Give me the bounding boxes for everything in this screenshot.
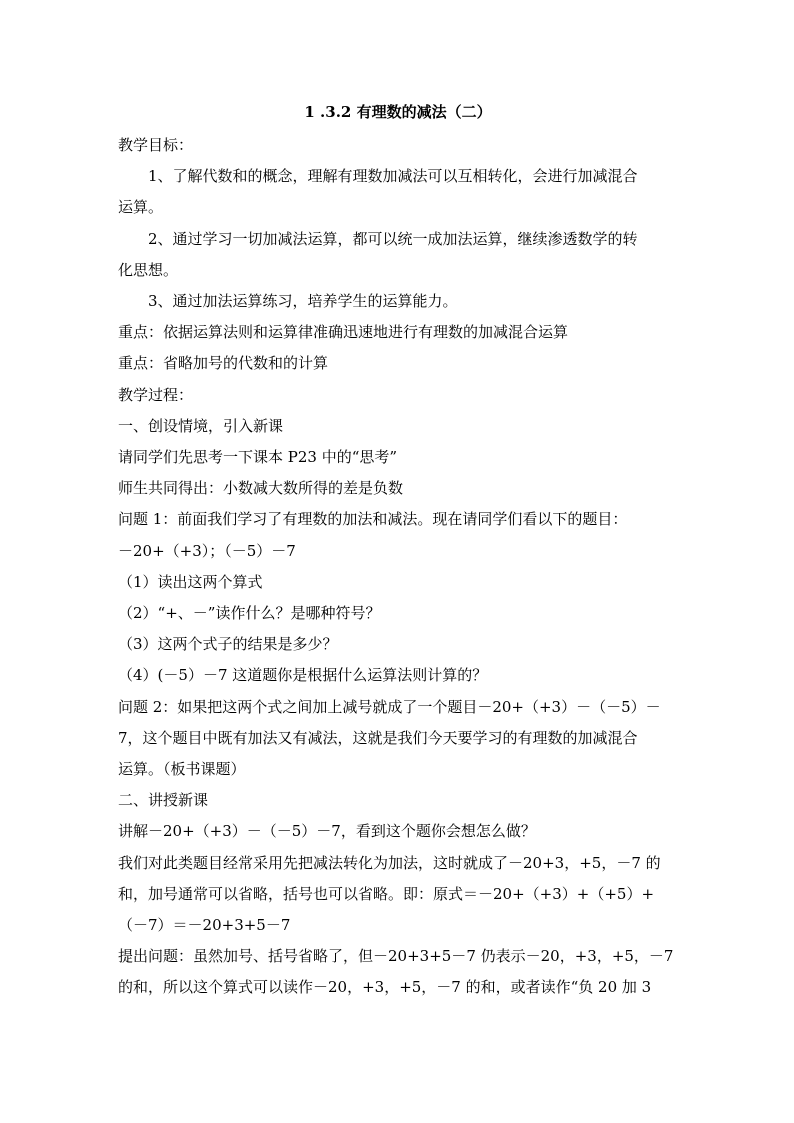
subsection-heading-1: 一、创设情境，引入新课	[118, 416, 284, 435]
paragraph-line: 的和，所以这个算式可以读作－20，+3，+5，－7 的和，或者读作“负 20 加 3	[118, 978, 652, 997]
paragraph-line: 和，加号通常可以省略，括号也可以省略。即：原式＝－20+（+3）+（+5）+	[118, 884, 655, 903]
paragraph-line: 讲解－20+（+3）－（－5）－7，看到这个题你会想怎么做？	[118, 822, 536, 841]
subsection-heading-2: 二、讲授新课	[118, 791, 209, 810]
paragraph-line: 提出问题：虽然加号、括号省略了，但－20+3+5－7 仍表示－20，+3，+5，－7	[118, 947, 674, 966]
question-2-line-1: 问题 2：如果把这两个式之间加上减号就成了一个题目－20+（+3）－（－5）－	[118, 697, 661, 716]
key-point-2: 重点：省略加号的代数和的计算	[118, 354, 329, 373]
paragraph-line: 师生共同得出：小数减大数所得的差是负数	[118, 479, 404, 498]
document-title: 1 .3.2 有理数的减法（二）	[304, 103, 492, 121]
sub-question-3: （3）这两个式子的结果是多少？	[118, 635, 338, 654]
section-heading-objectives: 教学目标：	[118, 136, 194, 154]
sub-question-1: （1）读出这两个算式	[118, 572, 263, 591]
sub-question-2: （2）“+、－”读作什么？是哪种符号？	[118, 604, 381, 623]
section-heading-process: 教学过程：	[118, 385, 194, 404]
objective-2-line-1: 2、通过学习一切加减法运算，都可以统一成加法运算，继续渗透数学的转	[148, 229, 638, 248]
question-2-line-3: 运算。（板书课题）	[118, 760, 246, 779]
paragraph-line: 请同学们先思考一下课本 P23 中的“思考”	[118, 448, 398, 467]
objective-2-line-2: 化思想。	[118, 260, 179, 279]
objective-1-line-2: 运算。	[118, 198, 164, 217]
paragraph-line: 我们对此类题目经常采用先把减法转化为加法，这时就成了－20+3，+5，－7 的	[118, 853, 661, 872]
key-point-1: 重点：依据运算法则和运算律准确迅速地进行有理数的加减混合运算	[118, 323, 569, 342]
expression-line: －20+（+3）；（－5）－7	[118, 541, 296, 560]
document-body	[118, 100, 678, 1004]
question-2-line-2: 7，这个题目中既有加法又有减法，这就是我们今天要学习的有理数的加减混合	[118, 728, 638, 747]
paragraph-line: （－7）＝－20+3+5－7	[118, 916, 291, 935]
objective-3: 3、通过加法运算练习，培养学生的运算能力。	[148, 292, 458, 311]
question-1: 问题 1：前面我们学习了有理数的加法和减法。现在请同学们看以下的题目：	[118, 510, 628, 529]
objective-1-line-1: 1、了解代数和的概念，理解有理数加减法可以互相转化，会进行加减混合	[148, 167, 638, 186]
sub-question-4: （4）(－5）－7 这道题你是根据什么运算法则计算的？	[118, 666, 488, 685]
